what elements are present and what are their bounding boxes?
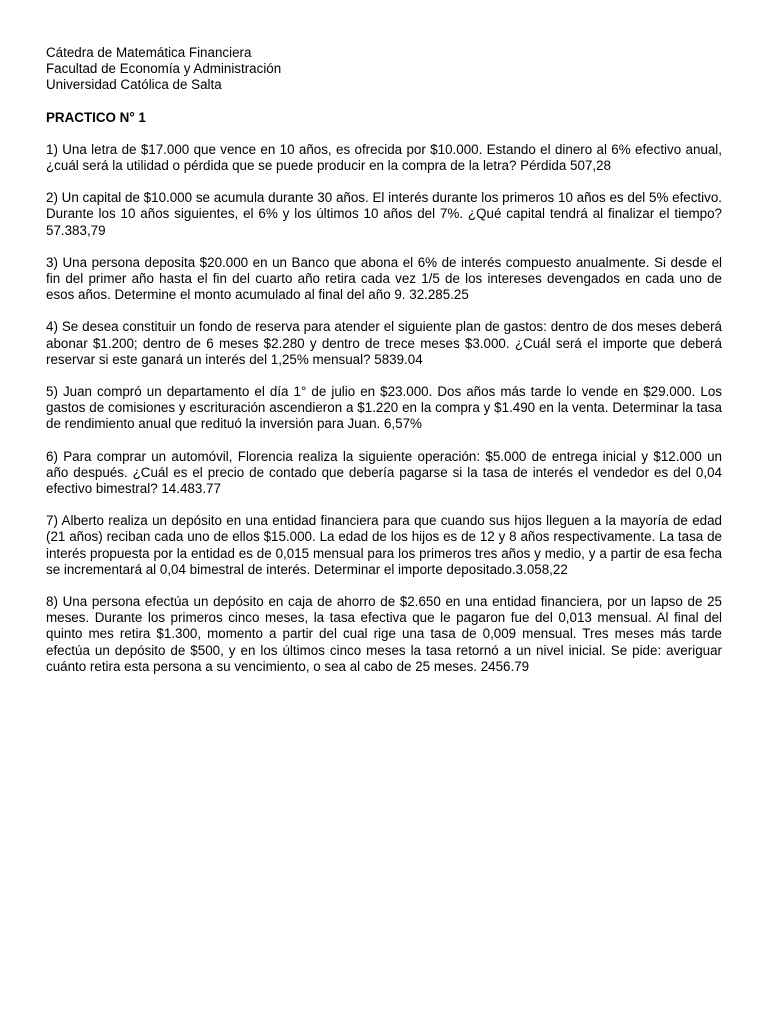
exercise-8: 8) Una persona efectúa un depósito en caja de ahorro de $2.650 en una entidad financiera, por un lapso de 25 meses. Durante los primeros cinco meses, la tasa efectiva que le pagaron fue del 0,013 mensual. Al final del quinto mes retira $1.300, momento a partir del cual rige una tasa de 0,009 mensual. Tres meses más tarde efectúa un depósito de $500, y en los últimos cinco meses la tasa retornó a un nivel inicial. Se pide: averiguar cuánto retira esta persona a su vencimiento, o sea al cabo de 25 meses. 2456.79 <box>46 594 722 674</box>
exercise-2: 2) Un capital de $10.000 se acumula durante 30 años. El interés durante los primeros 10 años es del 5% efectivo. Durante los 10 años siguientes, el 6% y los últimos 10 años del 7%. ¿Qué capital tendrá al finalizar el tiempo? 57.383,79 <box>46 190 722 238</box>
exercise-5: 5) Juan compró un departamento el día 1° de julio en $23.000. Dos años más tarde lo vende en $29.000. Los gastos de comisiones y escrituración ascendieron a $1.220 en la compra y $1.490 en la venta. Determinar la tasa de rendimiento anual que redituó la inversión para Juan. 6,57% <box>46 384 722 432</box>
document-page <box>46 45 722 675</box>
exercise-7: 7) Alberto realiza un depósito en una entidad financiera para que cuando sus hijos lleguen a la mayoría de edad (21 años) reciban cada uno de ellos $15.000. La edad de los hijos es de 12 y 8 años respectivamente. La tasa de interés propuesta por la entidad es de 0,015 mensual para los primeros tres años y medio, y a partir de esa fecha se incrementará al 0,04 bimestral de interés. Determinar el importe depositado.3.058,22 <box>46 513 722 577</box>
header-university: Universidad Católica de Salta <box>46 77 222 93</box>
document-title: PRACTICO N° 1 <box>46 109 146 125</box>
header-chair: Cátedra de Matemática Financiera <box>46 45 252 60</box>
header-faculty: Facultad de Economía y Administración <box>46 61 282 77</box>
exercise-1: 1) Una letra de $17.000 que vence en 10 años, es ofrecida por $10.000. Estando el dinero al 6% efectivo anual, ¿cuál será la utilidad o pérdida que se puede producir en la compra de la letra? Pérdida 507,28 <box>46 141 722 174</box>
exercise-list <box>46 142 722 675</box>
exercise-3: 3) Una persona deposita $20.000 en un Banco que abona el 6% de interés compuesto anualmente. Si desde el fin del primer año hasta el fin del cuarto año retira cada vez 1/5 de los intereses devengados en cada uno de esos años. Determine el monto acumulado al final del año 9. 32.285.25 <box>46 254 722 303</box>
document-header <box>46 45 722 94</box>
exercise-4: 4) Se desea constituir un fondo de reserva para atender el siguiente plan de gastos: dentro de dos meses deberá abonar $1.200; dentro de 6 meses $2.280 y dentro de trece meses $3.000. ¿Cuál será el importe que deberá reservar si este ganará un interés del 1,25% mensual? 5839.04 <box>46 319 722 367</box>
exercise-6: 6) Para comprar un automóvil, Florencia realiza la siguiente operación: $5.000 de entrega inicial y $12.000 un año después. ¿Cuál es el precio de contado que debería pagarse si la tasa de interés el vendedor es del 0,04 efectivo bimestral? 14.483.77 <box>46 448 722 497</box>
